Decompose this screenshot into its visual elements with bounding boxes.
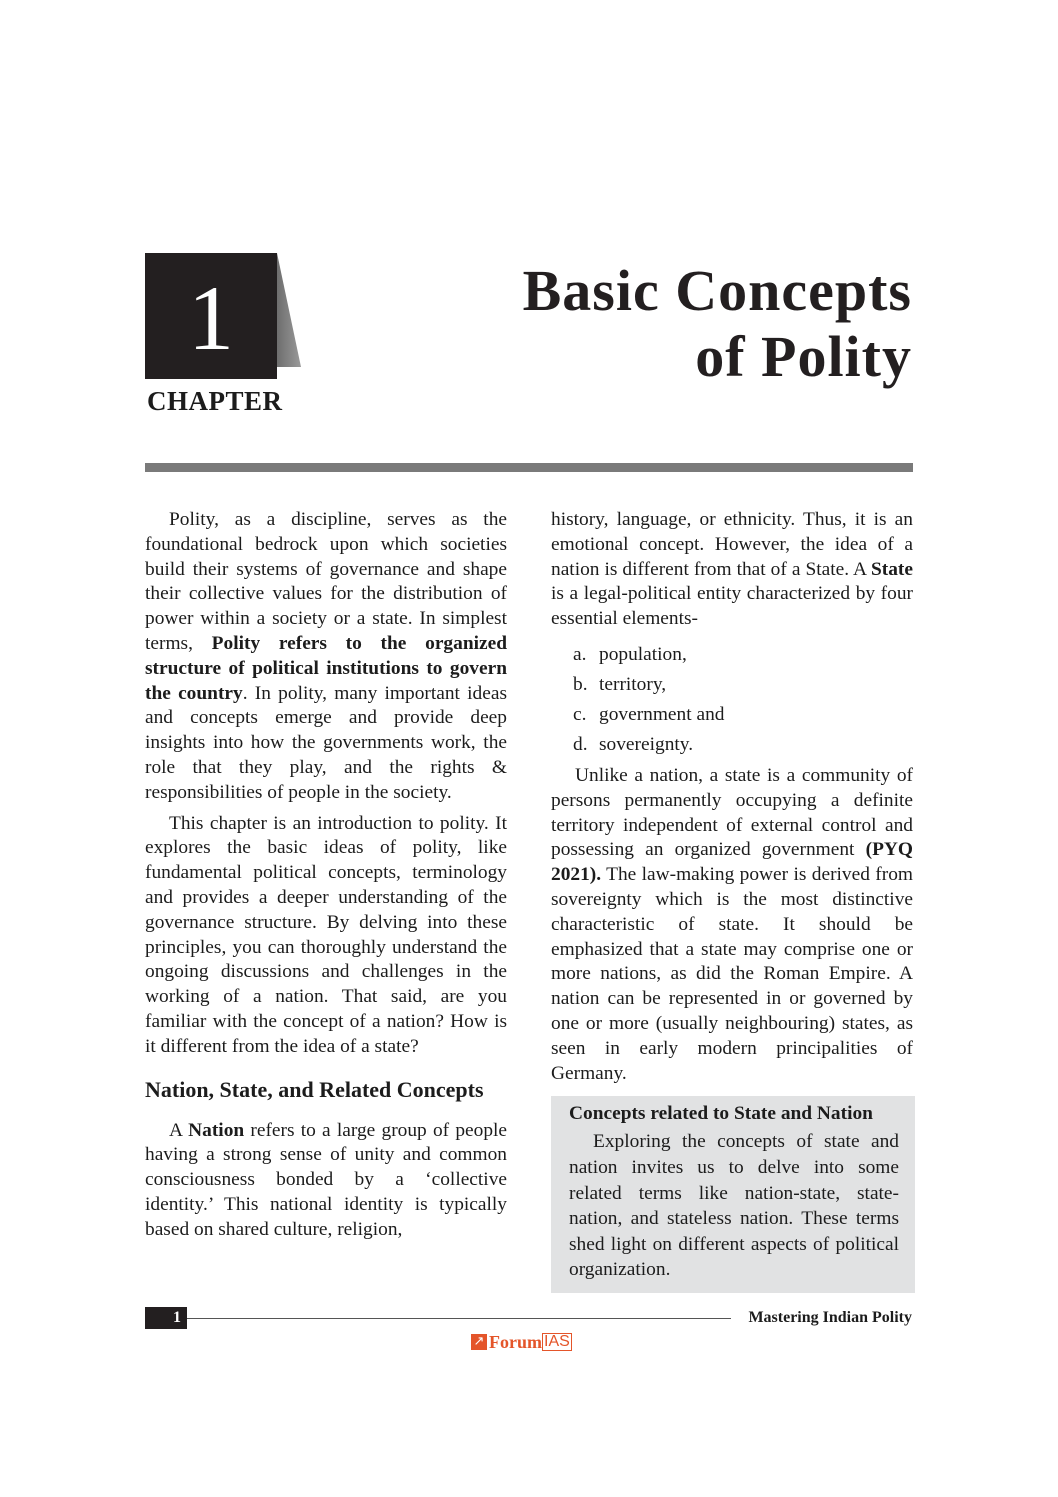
list-item-text: sovereignty. (599, 733, 694, 755)
nation-term: Nation (188, 1119, 245, 1141)
list-item-text: government and (599, 703, 725, 725)
chapter-title (352, 258, 912, 390)
logo-forum-text: Forum (489, 1331, 542, 1352)
state-nation-paragraph (551, 764, 913, 1086)
state-term: State (870, 558, 913, 580)
logo-ias-text: IAS (544, 1333, 570, 1350)
chapter-title-line-2: of Polity (695, 324, 912, 389)
state-paragraph (551, 508, 913, 632)
footer-rule (187, 1318, 731, 1319)
list-marker: a. (573, 643, 587, 665)
book-title: Mastering Indian Polity (748, 1309, 912, 1326)
state-elements-list (551, 640, 913, 760)
state-text-b: is a legal-political entity characterized by four essential elements- (551, 583, 913, 630)
list-item-text: territory, (599, 673, 667, 695)
nation-paragraph (145, 1119, 507, 1243)
chapter-overview-paragraph: This chapter is an introduction to polity. It explores the basic ideas of polity, like fundamental political concepts, terminology and provides a deeper understanding of the governance structure. By delving into these principles, you can thoroughly understand the ongoing discussions and challenges in the working of a nation. That said, are you familiar with the concept of a nation? How is it different from the idea of a state? (145, 812, 507, 1057)
intro-paragraph (145, 508, 507, 806)
concepts-box (551, 1096, 915, 1293)
forumias-logo (471, 1332, 572, 1352)
state-text-a: history, language, or ethnicity. Thus, it is an emotional concept. However, the idea of a nation is different from that of a State. A (551, 509, 913, 580)
list-marker: b. (573, 673, 588, 695)
chapter-number: 1 (188, 267, 234, 369)
list-item (573, 670, 913, 700)
intro-text-b: . In polity, many important ideas and concepts emerge and provide deep insights into how the governments work, the role that they play, and the rights & responsibilities of people in the society. (145, 682, 508, 803)
chapter-label: CHAPTER (147, 386, 283, 416)
header-rule (145, 463, 913, 472)
state-nation-text-a: Unlike a nation, a state is a community of persons permanently occupying a definite territory independent of external control and possessing an organized government (551, 764, 913, 861)
pyq-reference: (PYQ 2021). (551, 839, 913, 886)
list-item (573, 730, 913, 760)
chapter-title-line-1: Basic Concepts (522, 258, 912, 323)
nation-text-b: refers to a large group of people having a strong sense of unity and common consciousness bonded by a ‘collective identity.’ This national identity is typically based on shared culture, religion, (145, 1119, 508, 1240)
right-column (551, 508, 913, 1293)
intro-text-a: Polity, as a discipline, serves as the foundational bedrock upon which societies build their systems of governance and shape their collective values for the distribution of power within a society or a state. In simplest terms, (145, 509, 507, 654)
list-marker: c. (573, 703, 587, 725)
list-item (573, 640, 913, 670)
list-item-text: population, (599, 643, 687, 665)
concepts-box-text: Exploring the concepts of state and nation invites us to delve into some related terms like nation-state, state-nation, and stateless nation. These terms shed light on different aspects of political organization. (569, 1131, 899, 1281)
arrow-icon: ↗ (471, 1334, 487, 1350)
chapter-fold-decoration (277, 253, 301, 367)
left-column (145, 508, 507, 1243)
concepts-box-title: Concepts related to State and Nation (569, 1103, 873, 1125)
list-item (573, 700, 913, 730)
nation-text-a: A (169, 1119, 189, 1141)
section-heading: Nation, State, and Related Concepts (145, 1076, 484, 1102)
state-nation-text-b: The law-making power is derived from sovereignty which is the most distinctive characteristic of state. It should be emphasized that a state may comprise one or more nations, as did the Roman Empire. A nation can be represented in or governed by one or more (usually neighbouring) states, as seen in early modern principalities of Germany. (551, 864, 913, 1084)
page-number: 1 (145, 1307, 187, 1329)
polity-definition: Polity refers to the organized structure of political institutions to govern the country (145, 632, 507, 704)
list-marker: d. (573, 733, 588, 755)
